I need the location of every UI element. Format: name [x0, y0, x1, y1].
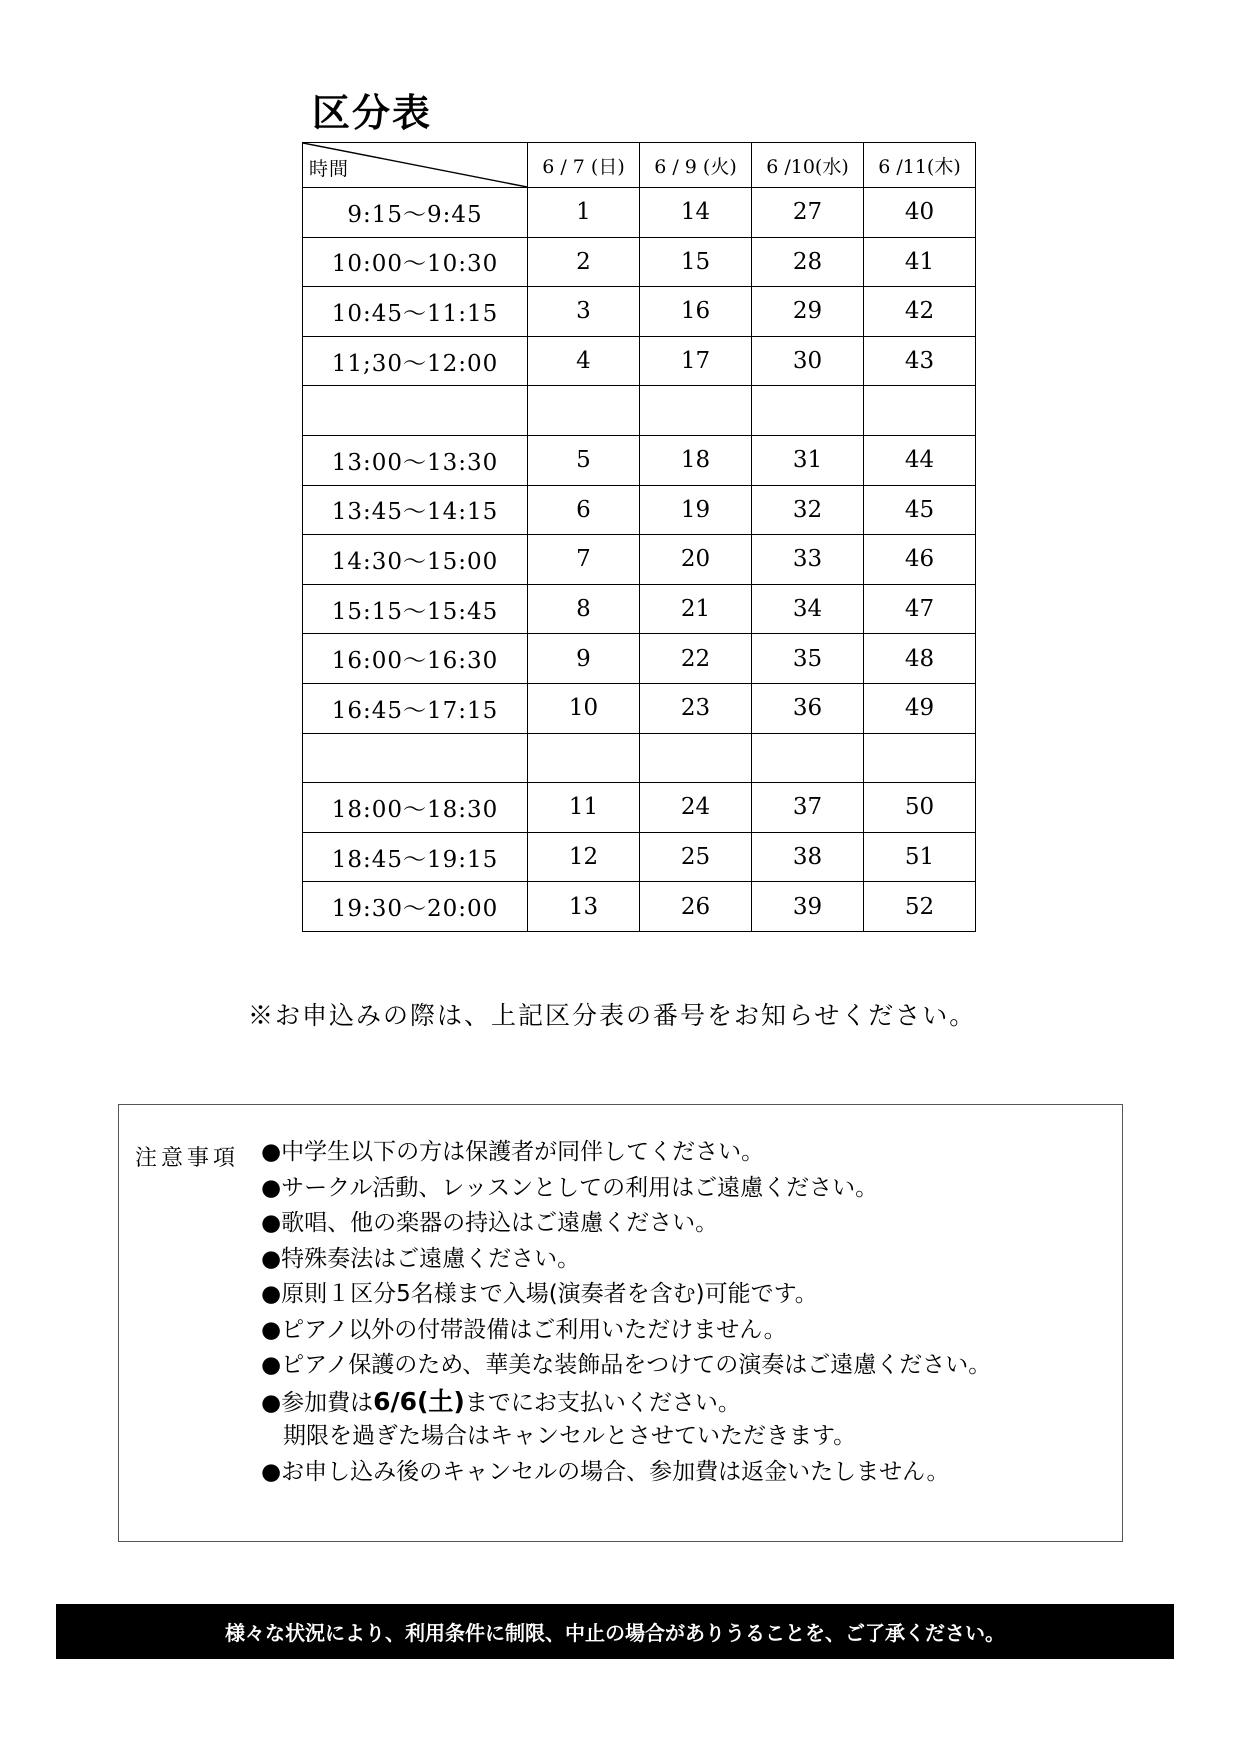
- time-cell: 15:15～15:45: [303, 584, 528, 634]
- slot-number: 3: [528, 287, 640, 337]
- time-cell: 9:15～9:45: [303, 188, 528, 238]
- slot-number: 17: [640, 336, 752, 386]
- slot-number: 40: [864, 188, 976, 238]
- notice-item: ●お申し込み後のキャンセルの場合、参加費は返金いたしません。: [261, 1458, 950, 1485]
- time-header: 時間: [309, 158, 350, 180]
- table-row: [303, 584, 976, 634]
- time-cell: 18:00～18:30: [303, 783, 528, 833]
- time-cell: 13:00～13:30: [303, 435, 528, 485]
- slot-number: 23: [640, 683, 752, 733]
- slot-number: 10: [528, 683, 640, 733]
- slot-number: 18: [640, 435, 752, 485]
- break-row: [303, 733, 976, 783]
- table-note: ※お申込みの際は、上記区分表の番号をお知らせください。: [248, 1001, 977, 1030]
- notice-item: ●ピアノ保護のため、華美な装飾品をつけての演奏はご遠慮ください。: [261, 1352, 992, 1378]
- notice-item: ●歌唱、他の楽器の持込はご遠慮ください。: [261, 1210, 719, 1236]
- slot-number: 36: [752, 683, 864, 733]
- slot-number: 4: [528, 336, 640, 386]
- slot-number: 8: [528, 584, 640, 634]
- notice-item-continuation: 期限を過ぎた場合はキャンセルとさせていただきます。: [283, 1423, 857, 1449]
- empty-cell: [528, 386, 640, 436]
- empty-cell: [864, 733, 976, 783]
- empty-cell: [752, 386, 864, 436]
- slot-number: 33: [752, 535, 864, 585]
- slot-number: 35: [752, 634, 864, 684]
- slot-number: 52: [864, 882, 976, 932]
- slot-number: 1: [528, 188, 640, 238]
- table-row: [303, 634, 976, 684]
- slot-number: 39: [752, 882, 864, 932]
- table-row: [303, 237, 976, 287]
- slot-number: 38: [752, 832, 864, 882]
- notice-item: ●原則１区分5名様まで入場(演奏者を含む)可能です。: [261, 1281, 818, 1307]
- fee-deadline: 6/6(土): [373, 1386, 465, 1416]
- corner-cell: [303, 143, 528, 188]
- fee-prefix: ●参加費は: [261, 1389, 374, 1416]
- slot-number: 49: [864, 683, 976, 733]
- column-header: 6 / 9 (火): [640, 143, 752, 188]
- table-row: [303, 882, 976, 932]
- slot-number: 2: [528, 237, 640, 287]
- notice-item: ●サークル活動、レッスンとしての利用はご遠慮ください。: [261, 1174, 879, 1201]
- table-row: [303, 435, 976, 485]
- column-header: 6 /10(水): [752, 143, 864, 188]
- slot-number: 26: [640, 882, 752, 932]
- table-row: [303, 188, 976, 238]
- notice-item: ●ピアノ以外の付帯設備はご利用いただけません。: [261, 1316, 787, 1343]
- slot-number: 19: [640, 485, 752, 535]
- slot-number: 25: [640, 832, 752, 882]
- slot-number: 48: [864, 634, 976, 684]
- slot-number: 51: [864, 832, 976, 882]
- slot-number: 44: [864, 435, 976, 485]
- table-row: [303, 832, 976, 882]
- table-row: [303, 683, 976, 733]
- slot-number: 30: [752, 336, 864, 386]
- empty-cell: [528, 733, 640, 783]
- table-row: [303, 336, 976, 386]
- slot-number: 24: [640, 783, 752, 833]
- page-title: 区分表: [312, 91, 433, 135]
- slot-number: 31: [752, 435, 864, 485]
- time-cell: 10:45～11:15: [303, 287, 528, 337]
- fee-suffix: までにお支払いください。: [464, 1389, 741, 1416]
- column-header: 6 / 7 (日): [528, 143, 640, 188]
- notice-label: 注意事項: [135, 1146, 240, 1171]
- table-header-row: [303, 143, 976, 188]
- time-cell: 18:45～19:15: [303, 832, 528, 882]
- slot-number: 32: [752, 485, 864, 535]
- empty-cell: [303, 733, 528, 783]
- slot-number: 27: [752, 188, 864, 238]
- slot-number: 42: [864, 287, 976, 337]
- time-cell: 11;30～12:00: [303, 336, 528, 386]
- time-cell: 13:45～14:15: [303, 485, 528, 535]
- slot-number: 20: [640, 535, 752, 585]
- slot-number: 50: [864, 783, 976, 833]
- empty-cell: [864, 386, 976, 436]
- slot-number: 41: [864, 237, 976, 287]
- empty-cell: [303, 386, 528, 436]
- notice-list: [261, 1135, 991, 1490]
- slot-number: 21: [640, 584, 752, 634]
- time-cell: 10:00～10:30: [303, 237, 528, 287]
- footer-text: 様々な状況により、利用条件に制限、中止の場合がありうることを、ご了承ください。: [225, 1621, 1005, 1645]
- table-row: [303, 783, 976, 833]
- schedule-table: [302, 142, 976, 932]
- slot-number: 12: [528, 832, 640, 882]
- slot-number: 28: [752, 237, 864, 287]
- notice-item-fee: [261, 1384, 991, 1420]
- notice-box: [118, 1104, 1123, 1542]
- footer-banner: [56, 1604, 1174, 1659]
- slot-number: 7: [528, 535, 640, 585]
- time-cell: 19:30～20:00: [303, 882, 528, 932]
- slot-number: 29: [752, 287, 864, 337]
- slot-number: 9: [528, 634, 640, 684]
- time-cell: 14:30～15:00: [303, 535, 528, 585]
- time-cell: 16:45～17:15: [303, 683, 528, 733]
- table-row: [303, 485, 976, 535]
- slot-number: 47: [864, 584, 976, 634]
- slot-number: 6: [528, 485, 640, 535]
- slot-number: 14: [640, 188, 752, 238]
- slot-number: 43: [864, 336, 976, 386]
- slot-number: 5: [528, 435, 640, 485]
- slot-number: 22: [640, 634, 752, 684]
- empty-cell: [752, 733, 864, 783]
- break-row: [303, 386, 976, 436]
- slot-number: 16: [640, 287, 752, 337]
- notice-item: ●中学生以下の方は保護者が同伴してください。: [261, 1139, 765, 1165]
- notice-item: ●特殊奏法はご遠慮ください。: [261, 1245, 581, 1272]
- empty-cell: [640, 386, 752, 436]
- table-row: [303, 535, 976, 585]
- time-cell: 16:00～16:30: [303, 634, 528, 684]
- column-header: 6 /11(木): [864, 143, 976, 188]
- slot-number: 15: [640, 237, 752, 287]
- slot-number: 13: [528, 882, 640, 932]
- slot-number: 34: [752, 584, 864, 634]
- slot-number: 45: [864, 485, 976, 535]
- empty-cell: [640, 733, 752, 783]
- slot-number: 37: [752, 783, 864, 833]
- slot-number: 46: [864, 535, 976, 585]
- slot-number: 11: [528, 783, 640, 833]
- table-row: [303, 287, 976, 337]
